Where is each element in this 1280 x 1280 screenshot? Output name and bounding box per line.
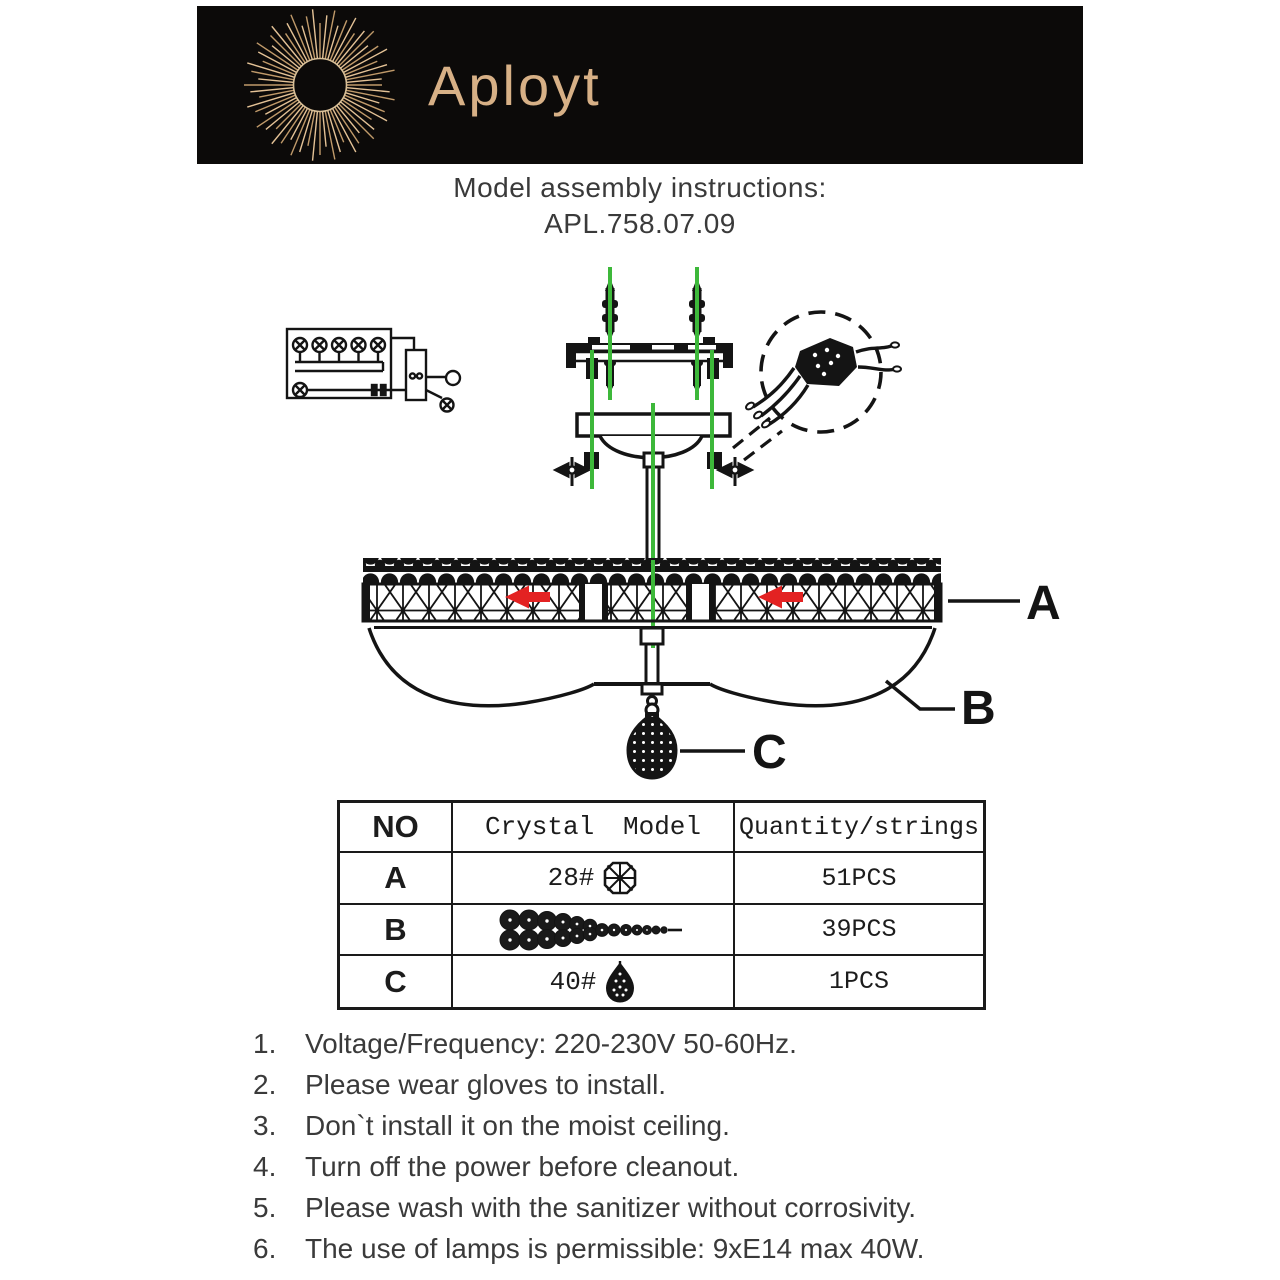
instruction-item: 5. Please wash with the sanitizer without corrosivity.: [253, 1192, 917, 1223]
wiring-detail-magnifier: [733, 312, 901, 460]
ground-circle-icon: [446, 371, 460, 385]
table-row-c-crystal: 40#: [453, 956, 735, 1007]
instruction-item: 4. Turn off the power before cleanout.: [253, 1151, 740, 1182]
chandelier-body: [363, 558, 1061, 779]
table-row-b-no: B: [340, 905, 453, 956]
part-label-c: C: [752, 726, 787, 779]
table-row-a-no: A: [340, 853, 453, 905]
instruction-item: 2. Please wear gloves to install.: [253, 1069, 667, 1100]
part-label-b: B: [961, 682, 996, 735]
instruction-list: [253, 1028, 1083, 1274]
model-number: APL.758.07.09: [544, 208, 736, 239]
col-header-model: Model: [622, 812, 701, 842]
page-title: Model assembly instructions:: [453, 172, 827, 203]
teardrop-crystal-icon: [604, 961, 636, 1003]
table-row-c-quantity: 1PCS: [828, 967, 889, 996]
instruction-item: 6. The use of lamps is permissible: 9xE14 max 40W.: [253, 1233, 925, 1264]
col-header-crystal: Crystal: [485, 812, 595, 842]
table-row-b-crystal: [453, 905, 735, 956]
crystal-parts-table: [337, 800, 986, 1010]
table-row-a-crystal: 28#: [453, 853, 735, 905]
brand-name: Aployt: [428, 54, 602, 117]
col-header-no: NO: [340, 803, 453, 853]
table-row-a-quantity: 51PCS: [735, 853, 983, 905]
wing-nut-icon: [556, 457, 588, 486]
lamp-symbol-icon: [293, 338, 385, 352]
part-label-a: A: [1026, 577, 1061, 630]
lamp-symbol-icon: [441, 399, 454, 412]
crystal-garland-icon: [498, 908, 688, 952]
col-header-crystal-model: [453, 803, 735, 853]
octagon-crystal-icon: [602, 860, 638, 896]
title-block: [0, 172, 1280, 240]
instruction-item: 1. Voltage/Frequency: 220-230V 50-60Hz.: [253, 1028, 797, 1059]
col-header-quantity: Quantity/strings: [735, 803, 983, 853]
crystal-ball-pendant-icon: [628, 712, 676, 778]
table-row-b-quantity: 39PCS: [735, 905, 983, 956]
banner-art: [197, 6, 1083, 164]
table-row-c-no: C: [340, 956, 453, 1007]
brand-banner: [197, 6, 1083, 164]
assembly-diagram: [0, 255, 1280, 800]
instruction-item: 3. Don`t install it on the moist ceiling.: [253, 1110, 730, 1141]
lamp-symbol-icon: [293, 383, 307, 397]
wing-nut-icon: [719, 457, 751, 486]
wiring-schematic: [287, 329, 460, 412]
